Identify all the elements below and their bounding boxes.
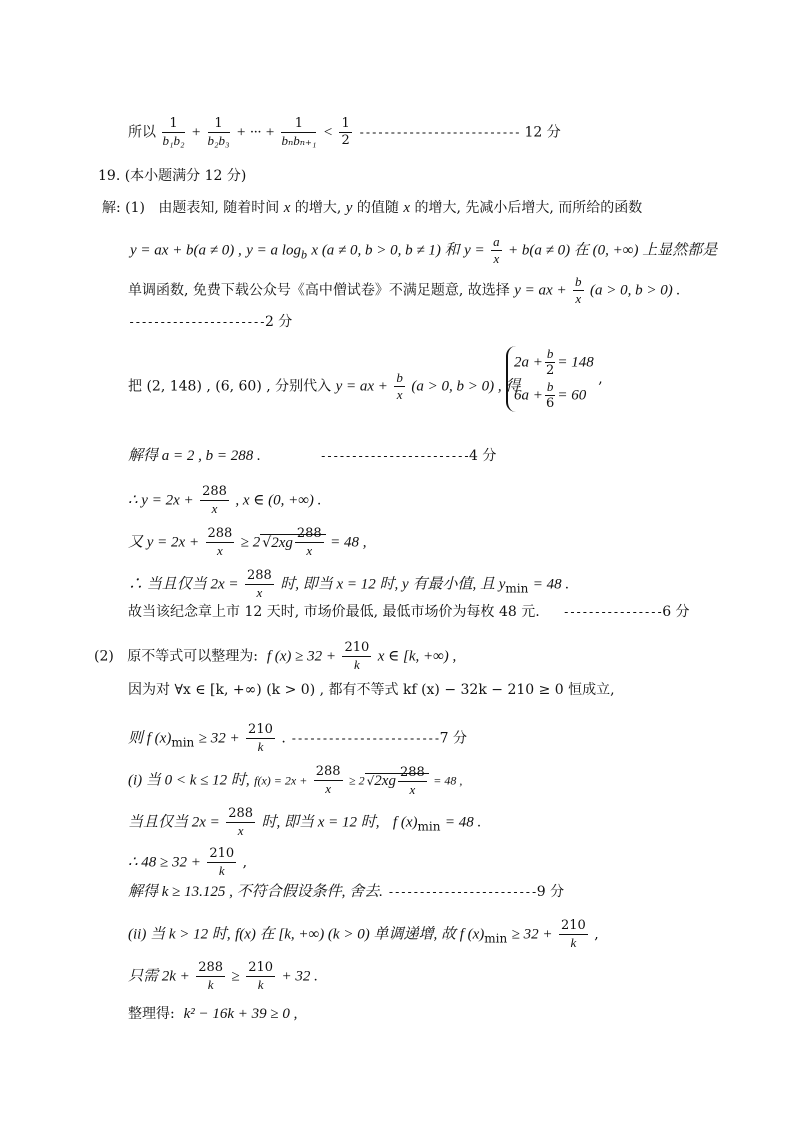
ineq-geq: ≥ 2 [240, 534, 261, 551]
plus-sign: + [190, 124, 202, 141]
score-line-2 [128, 312, 292, 332]
plus-32: + 32 . [281, 968, 318, 985]
sub-min: min [171, 735, 195, 750]
comma: , [594, 926, 599, 943]
quadratic-line [128, 1004, 297, 1024]
sub-min: min [484, 931, 508, 946]
question-heading: 19. (本小题满分 12 分) [98, 168, 247, 184]
system-brace: 2a + $\frac{b}{2}$ = 148 6a + $\frac{b}{6}$ = 60 [506, 346, 594, 412]
frac-b-x: $\frac{b}{x}$ [396, 370, 403, 402]
case-i-result-line [128, 882, 564, 902]
geq-32: ≥ 32 + [511, 926, 553, 943]
equation-system [506, 346, 603, 412]
frac-a-x: $\frac{a}{x}$ [493, 234, 500, 266]
score-mark: 4 分 [469, 448, 497, 464]
comma: , [242, 854, 248, 871]
case-i-equality-line [128, 806, 481, 839]
score-mark: 9 分 [536, 884, 565, 900]
equality-line [128, 568, 569, 601]
score-dashes: ------------------------ [319, 449, 470, 463]
sum-conclusion-line [128, 116, 561, 149]
part2-label: (2) [94, 648, 114, 665]
text-l17a: 当且仅当 2x = [128, 814, 220, 831]
substitution-line [128, 370, 520, 403]
part2-line [94, 640, 456, 673]
fx: f (x) [392, 814, 418, 831]
score-dashes: ------------------------ [290, 731, 440, 746]
ineq-f: f (x) ≥ 32 + [266, 648, 336, 665]
score-mark: 2 分 [264, 314, 293, 330]
recip-function-lhs: y = [464, 242, 485, 259]
text-suoyi: 所以 [128, 124, 156, 141]
geq-32: ≥ 32 + [198, 730, 240, 747]
ineq-result: = 48 , [330, 534, 367, 551]
text-l21a: 只需 2k + [128, 968, 190, 985]
fx: 则 f (x) [128, 730, 172, 747]
log-condition: x (a ≠ 0, b > 0, b ≠ 1) 和 [311, 242, 460, 259]
choice-line [128, 274, 680, 307]
forall-text: 因为对 ∀x ∈ [k, +∞) (k > 0) , 都有不等式 kf (x) − 32k − 210 ≥ 0 恒成立, [128, 682, 615, 698]
am-gm-line [128, 526, 367, 559]
frac-288-x: $\frac{288}{x}$ [315, 764, 341, 796]
frac-210-k: $\frac{210}{k}$ [248, 960, 274, 992]
text-l17e: = 48 . [444, 814, 482, 831]
text-l17b: 时, 即当 x = 12 时, [261, 814, 380, 831]
frac-210-k: $\frac{210}{k}$ [344, 640, 370, 672]
sqrt-expression: √2xg $\frac{288}{x}$ [365, 773, 429, 788]
score-dashes: ------------------------ [387, 885, 537, 899]
text-l11b: 时, 即当 x = 12 时, y 有最小值, 且 y [280, 576, 506, 593]
func-lhs: ∴ y = 2x + [128, 492, 194, 509]
period: . [281, 730, 286, 747]
conclusion-text: 故当该纪念章上市 12 天时, 市场价最低, 最低市场价为每枚 48 元. [128, 604, 540, 620]
text-l3b: 由题表知, 随着时间 [158, 200, 280, 216]
quadratic-ineq: k² − 16k + 39 ≥ 0 , [183, 1006, 298, 1022]
text-l5a: 单调函数, 免费下载公众号《高中僧试卷》不满足题意, 故选择 [128, 282, 510, 299]
frac-1-2: $\frac{1}{2}$ [341, 116, 350, 148]
text-l3c: 的增大, [294, 200, 342, 216]
var-x-2: x [403, 200, 410, 216]
score-mark: 6 分 [662, 604, 690, 620]
function-candidates-line [130, 234, 717, 267]
frac-288-x: $\frac{288}{x}$ [207, 526, 233, 558]
log-base: b [300, 247, 307, 262]
log-function: y = a log [246, 242, 301, 259]
var-x: x [283, 200, 291, 216]
case-i-line [128, 764, 462, 798]
text-l7c: (a > 0, b > 0) , 得 [411, 378, 521, 395]
text-l3e: 的增大, 先减小后增大, 而所给的函数 [414, 200, 643, 216]
case-i-ineq-line [128, 846, 247, 879]
range-k: x ∈ [k, +∞) , [377, 648, 457, 665]
text-l22a: 整理得: [128, 1006, 175, 1022]
ineq-lhs: 又 y = 2x + [128, 534, 200, 551]
text-l18a: ∴ 48 ≥ 32 + [128, 854, 201, 871]
frac-1-b2b3: $\frac{1}{\text{b₂b₃}}$ [207, 116, 230, 148]
sub-min: min [417, 819, 441, 834]
conclusion-line [128, 602, 690, 622]
case-i-label: (i) 当 0 < k ≤ 12 时, [128, 772, 250, 789]
sub-min: min [505, 581, 529, 596]
solution-line-1 [102, 198, 642, 218]
frac-210-k: $\frac{210}{k}$ [248, 722, 273, 754]
comma: , [598, 371, 603, 387]
sqrt-expression: √2xg $\frac{288}{x}$ [260, 534, 325, 551]
ineq-result: = 48 , [433, 773, 463, 788]
forall-line [128, 680, 615, 700]
monotone-text: f(x) 在 [k, +∞) (k > 0) 单调递增, 故 f (x) [235, 926, 485, 943]
score-dashes: ---------------- [562, 605, 663, 619]
text-l11d: = 48 . [532, 576, 570, 593]
frac-b-x: $\frac{b}{x}$ [575, 274, 582, 306]
score-mark: 12 分 [524, 124, 561, 141]
frac-288-k: $\frac{288}{k}$ [198, 960, 224, 992]
ellipsis-sum: + ··· + [236, 124, 276, 141]
frac-288-x: $\frac{288}{x}$ [246, 568, 272, 600]
case-i-func: f(x) = 2x + [254, 773, 308, 788]
less-than: < [322, 124, 333, 141]
linear-function: y = ax + b(a ≠ 0) , [130, 242, 242, 259]
chosen-function: y = ax + [514, 282, 567, 299]
score-mark: 7 分 [439, 730, 467, 747]
ineq-geq: ≥ 2 [349, 773, 365, 788]
ab-values: 解得 a = 2 , b = 288 . [128, 448, 261, 464]
text-l3d: 的值随 [356, 200, 399, 216]
frac-288-x: $\frac{288}{x}$ [202, 484, 227, 516]
case-ii-line [128, 918, 599, 951]
domain: , x ∈ (0, +∞) . [235, 492, 322, 509]
geq: ≥ [231, 968, 240, 985]
text-l11a: ∴ 当且仅当 2x = [128, 576, 239, 593]
function-result-line [128, 484, 321, 517]
case-i-result: 解得 k ≥ 13.125 , 不符合假设条件, 舍去. [128, 884, 383, 900]
score-dashes: ---------------------- [128, 315, 265, 329]
score-dashes: -------------------------- [358, 125, 521, 140]
recip-function-rest: + b(a ≠ 0) 在 (0, +∞) 上显然都是 [508, 242, 718, 259]
chosen-condition: (a > 0, b > 0) . [589, 282, 681, 299]
frac-210-k: $\frac{210}{k}$ [209, 846, 235, 878]
case-ii-label: (ii) 当 k > 12 时, [128, 926, 231, 943]
frac-1-bnbn1: $\frac{1}{\text{bₙbₙ₊₁}}$ [281, 116, 317, 148]
frac-210-k: $\frac{210}{k}$ [561, 918, 586, 950]
solved-ab-line [128, 446, 496, 466]
var-y: y [345, 200, 353, 216]
frac-288-x: $\frac{288}{x}$ [228, 806, 254, 838]
solution-label: 解: (1) [102, 200, 145, 216]
chosen-function: y = ax + [335, 378, 388, 395]
text-l13b: 原不等式可以整理为: [127, 648, 258, 665]
text-l7a: 把 (2, 148) , (6, 60) , 分别代入 [128, 378, 332, 395]
frac-1-b1b2: $\frac{1}{\text{b₁b₂}}$ [162, 116, 185, 148]
fmin-condition-line [128, 722, 467, 755]
need-line [128, 960, 318, 993]
